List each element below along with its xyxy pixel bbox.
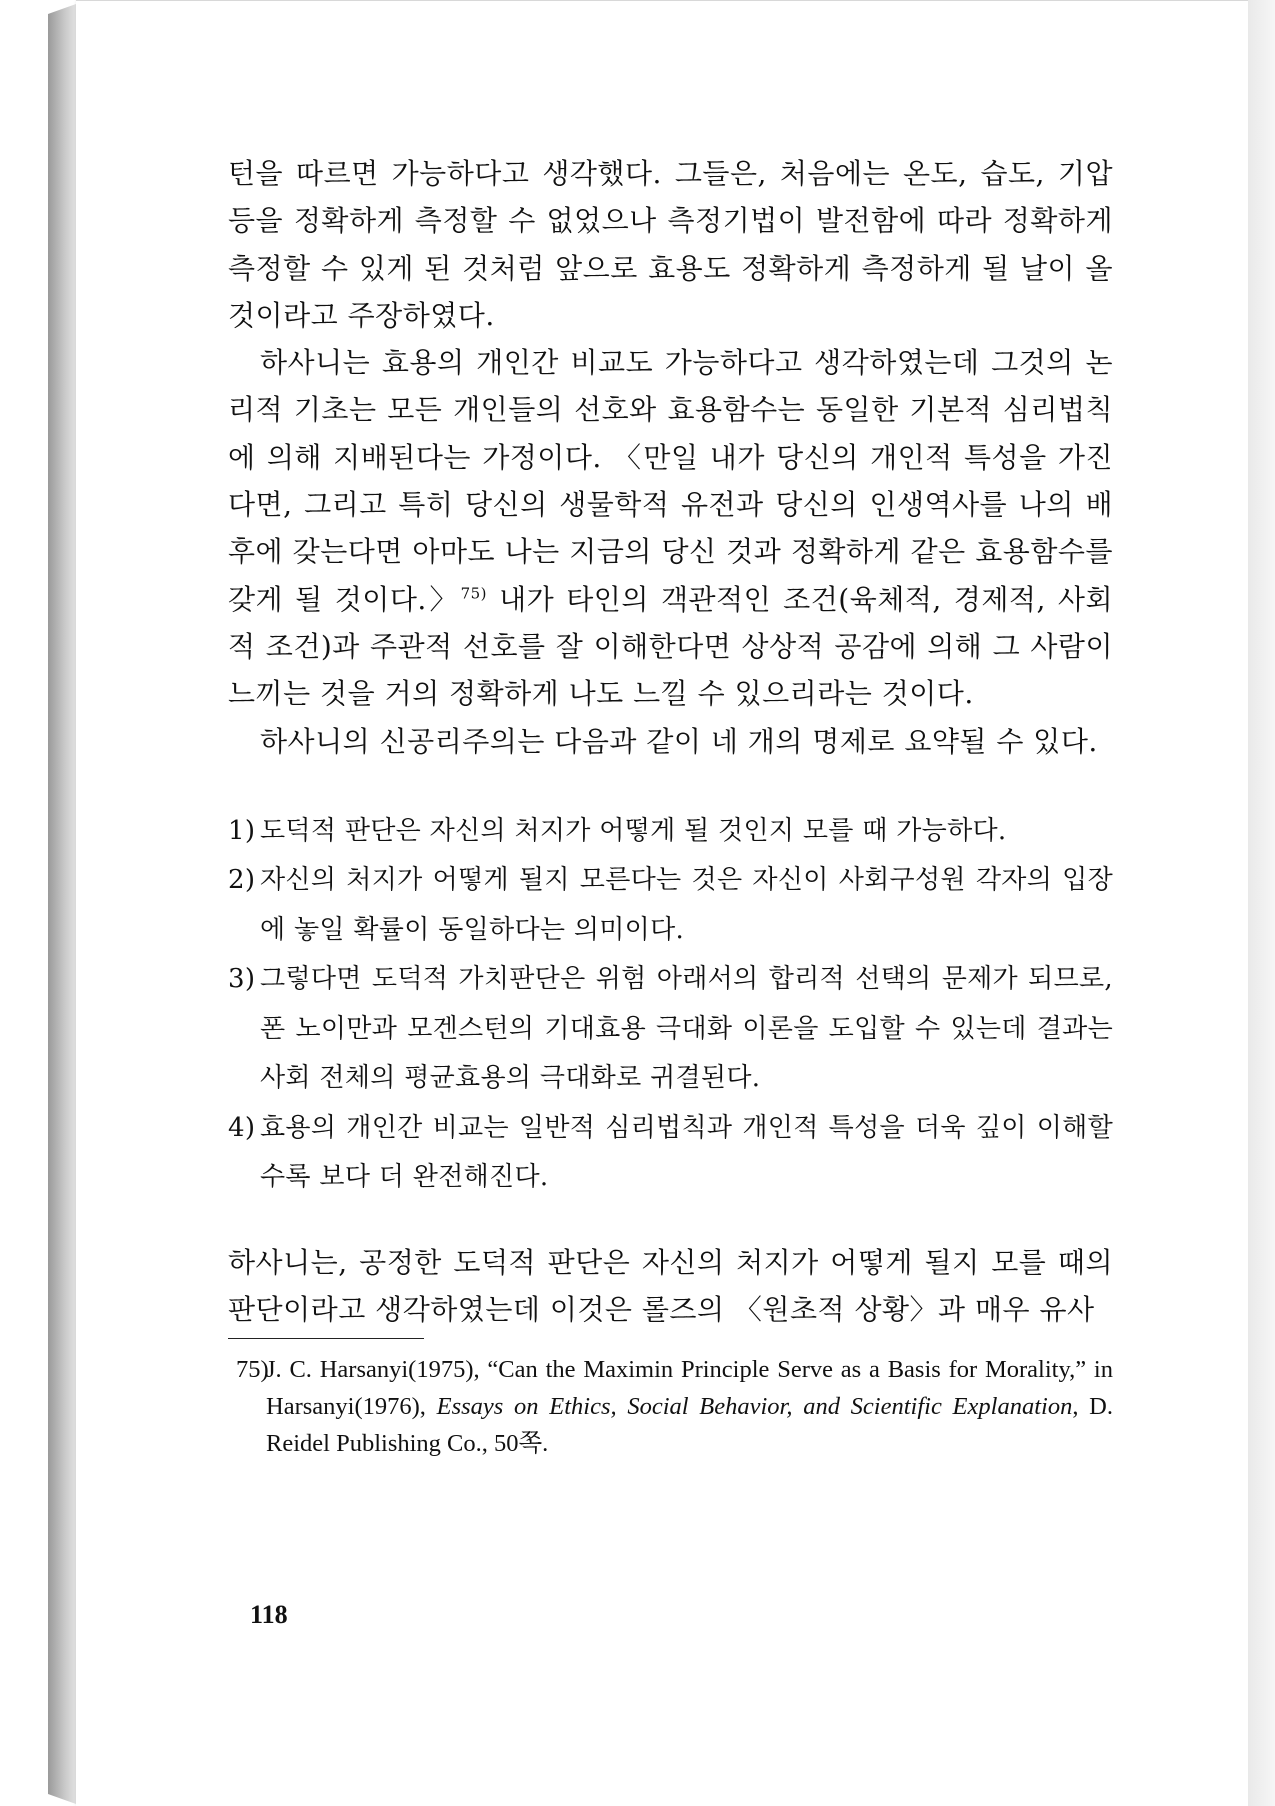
list-item-text: 그렇다면 도덕적 가치판단은 위험 아래서의 합리적 선택의 문제가 되므로, 폰 노이만과 모겐스턴의 기대효용 극대화 이론을 도입할 수 있는데 결과는 사회 전체의 평균효용의 극대화로 귀결된다. xyxy=(260,964,1113,1094)
footnote-divider xyxy=(228,1338,424,1339)
page-right-margin xyxy=(1248,0,1275,1806)
spacer xyxy=(228,765,1113,807)
page-number: 118 xyxy=(250,1600,288,1629)
list-item xyxy=(228,955,1113,1104)
list-item-text: 효용의 개인간 비교는 일반적 심리법칙과 개인적 특성을 더욱 깊이 이해할수록 보다 더 완전해진다. xyxy=(260,1112,1113,1193)
list-item-number: 4) xyxy=(228,1112,256,1143)
page-content xyxy=(228,150,1113,1462)
paragraph-2 xyxy=(228,339,1113,717)
paragraph-3: 하사니의 신공리주의는 다음과 같이 네 개의 명제로 요약될 수 있다. xyxy=(260,724,1098,758)
footnote-publisher: , D. Reidel Publishing Co., 50쪽. xyxy=(266,1392,1113,1457)
paragraph-4: 하사니는, 공정한 도덕적 판단은 자신의 처지가 어떻게 될지 모를 때의 판단이라고 생각하였는데 이것은 롤즈의 〈원초적 상황〉과 매우 유사 xyxy=(228,1245,1113,1326)
footnote-number: 75) xyxy=(236,1355,269,1383)
list-item-number: 1) xyxy=(228,815,256,846)
footnote-reference: 75) xyxy=(460,584,488,603)
paragraph-2-text-a: 하사니는 효용의 개인간 비교도 가능하다고 생각하였는데 그것의 논리적 기초는 모든 개인들의 선호와 효용함수는 동일한 기본적 심리법칙에 의해 지배된다는 가정이다. 〈만일 내가 당신의 개인적 특성을 가진다면, 그리고 특히 당신의 생물학적 유전과 당신의 인생역사를 나의 배후에 갖는다면 아마도 나는 지금의 당신 것과 정확하게 같은 효용함수를 갖게 될 것이다.〉 xyxy=(228,346,1113,616)
paragraph-2-text-b: 내가 타인의 객관적인 조건(육체적, 경제적, 사회적 조건)과 주관적 선호를 잘 이해한다면 상상적 공감에 의해 그 사람이 느끼는 것을 거의 정확하게 나도 느낄 수 있으리라는 것이다. xyxy=(228,582,1113,711)
list-item-text: 도덕적 판단은 자신의 처지가 어떻게 될 것인지 모를 때 가능하다. xyxy=(260,815,1007,846)
footnote-book-title: Essays on Ethics, Social Behavior, and Scientific Explanation xyxy=(436,1392,1073,1420)
list-item xyxy=(228,856,1113,955)
footnote xyxy=(228,1351,1113,1462)
spacer xyxy=(228,1203,1113,1239)
proposition-list xyxy=(228,807,1113,1203)
list-item xyxy=(228,1104,1113,1203)
list-item xyxy=(228,807,1113,857)
list-item-number: 3) xyxy=(228,964,256,995)
footnote-text: J. C. Harsanyi(1975), “Can the Maximin Principle Serve as a Basis for Morality,” in Harsanyi(1976), xyxy=(266,1355,1113,1420)
list-item-number: 2) xyxy=(228,865,256,896)
paragraph-1: 턴을 따르면 가능하다고 생각했다. 그들은, 처음에는 온도, 습도, 기압 등을 정확하게 측정할 수 없었으나 측정기법이 발전함에 따라 정확하게 측정할 수 있게 된 것처럼 앞으로 효용도 정확하게 측정하게 될 날이 올 것이라고 주장하였다. xyxy=(228,157,1113,332)
list-item-text: 자신의 처지가 어떻게 될지 모른다는 것은 자신이 사회구성원 각자의 입장에 놓일 확률이 동일하다는 의미이다. xyxy=(260,865,1113,945)
book-spine-edge xyxy=(48,4,76,1804)
